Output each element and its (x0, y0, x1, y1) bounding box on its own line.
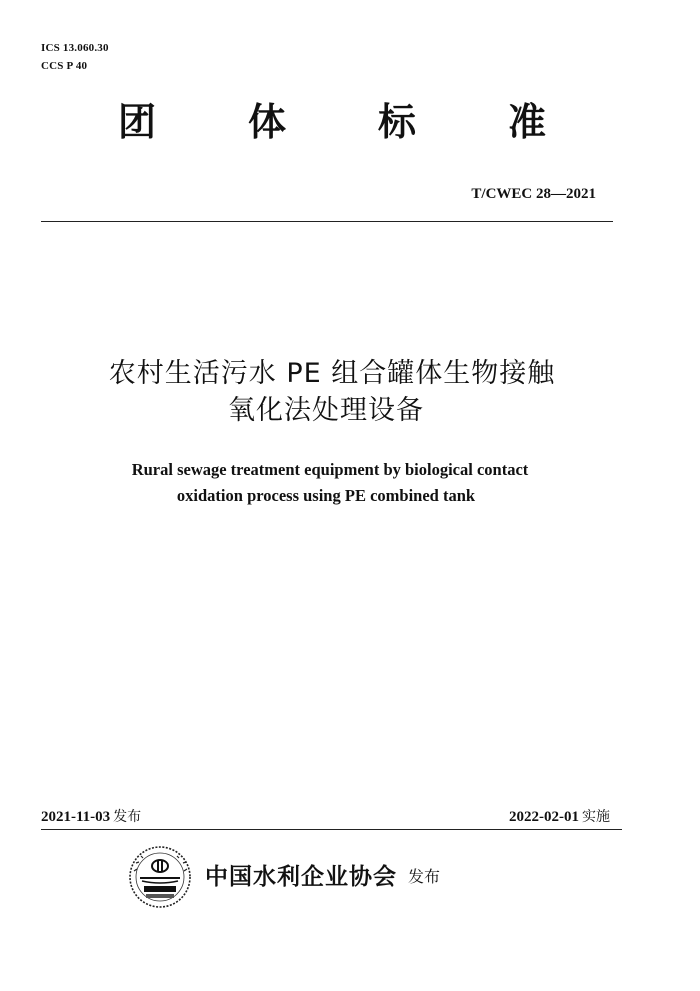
chinese-title-line-1: 农村生活污水 PE 组合罐体生物接触 (108, 358, 556, 389)
implementation-label: 实施 (582, 809, 610, 825)
chinese-title-line-2: 氧化法处理设备 (228, 395, 424, 426)
standard-type-title (118, 96, 548, 148)
implementation-date-line (509, 806, 610, 826)
association-seal-icon (128, 845, 192, 909)
top-divider (41, 221, 613, 222)
issue-label: 发布 (113, 809, 142, 825)
title-char-1: 团 (118, 100, 159, 144)
publish-label: 发布 (408, 867, 441, 886)
title-char-4: 准 (507, 100, 548, 144)
bottom-divider (41, 829, 622, 830)
implementation-date: 2022-02-01 (509, 809, 579, 825)
standard-number: T/CWEC 28—2021 (471, 186, 596, 202)
title-char-2: 体 (247, 100, 288, 144)
issue-date: 2021-11-03 (41, 809, 111, 825)
english-title-line-2: oxidation process using PE combined tank (176, 486, 476, 505)
publisher-name: 中国水利企业协会 (205, 863, 397, 890)
title-char-3: 标 (377, 100, 418, 144)
issue-date-line (41, 806, 141, 826)
english-title-line-1: Rural sewage treatment equipment by biological contact (131, 460, 529, 479)
ccs-code: CCS P 40 (41, 60, 88, 72)
ics-code: ICS 13.060.30 (41, 42, 109, 54)
